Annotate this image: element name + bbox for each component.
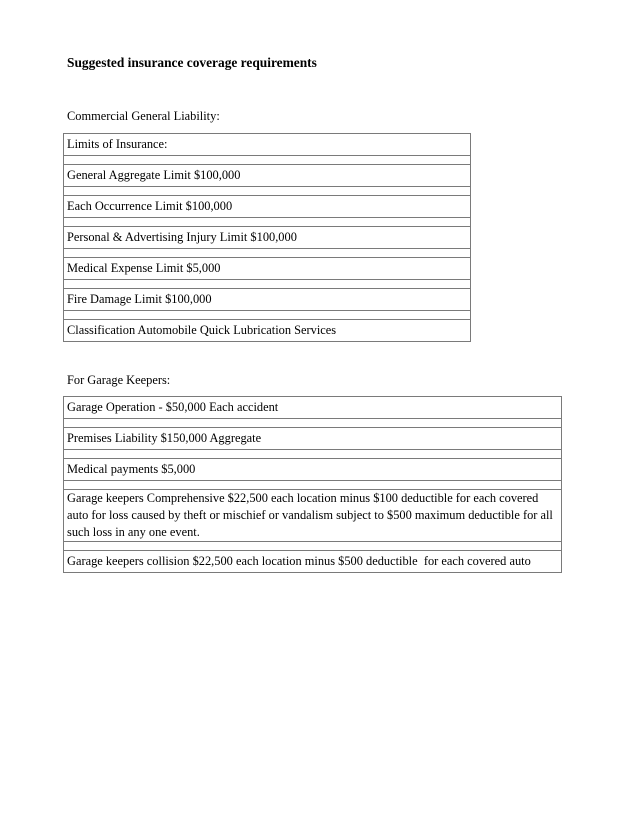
garage-keepers-table <box>63 396 562 573</box>
garage-keepers-label: For Garage Keepers: <box>67 373 171 387</box>
table-cell: Medical payments $5,000 <box>64 459 562 481</box>
spacer-row <box>64 419 562 428</box>
spacer-row <box>64 542 562 551</box>
spacer-row <box>64 249 471 258</box>
spacer-row <box>64 311 471 320</box>
table-cell: Personal & Advertising Injury Limit $100,000 <box>64 227 471 249</box>
table-cell: Garage keepers collision $22,500 each location minus $500 deductible for each covered auto <box>64 551 562 573</box>
table-cell: Medical Expense Limit $5,000 <box>64 258 471 280</box>
table-row <box>64 165 471 187</box>
table-row <box>64 397 562 419</box>
table-cell: General Aggregate Limit $100,000 <box>64 165 471 187</box>
commercial-general-liability-table <box>63 133 471 342</box>
table-cell: Premises Liability $150,000 Aggregate <box>64 428 562 450</box>
table-cell: Each Occurrence Limit $100,000 <box>64 196 471 218</box>
spacer-row <box>64 280 471 289</box>
document-title: Suggested insurance coverage requirements <box>67 55 317 70</box>
table-row <box>64 258 471 280</box>
spacer-row <box>64 218 471 227</box>
table-row <box>64 320 471 342</box>
table-cell: Limits of Insurance: <box>64 134 471 156</box>
commercial-general-liability-label: Commercial General Liability: <box>67 109 220 123</box>
table-row <box>64 134 471 156</box>
table-cell: Fire Damage Limit $100,000 <box>64 289 471 311</box>
table-cell: Classification Automobile Quick Lubrication Services <box>64 320 471 342</box>
table-cell: Garage Operation - $50,000 Each accident <box>64 397 562 419</box>
spacer-row <box>64 481 562 490</box>
table-row <box>64 459 562 481</box>
table-cell: Garage keepers Comprehensive $22,500 each location minus $100 deductible for each covered auto for loss caused by theft or mischief or vandalism subject to $500 maximum deductible for all such loss in any one event. <box>64 490 562 542</box>
table-row <box>64 428 562 450</box>
table-row <box>64 490 562 542</box>
table-row <box>64 227 471 249</box>
table-row <box>64 196 471 218</box>
table-row <box>64 551 562 573</box>
spacer-row <box>64 187 471 196</box>
spacer-row <box>64 450 562 459</box>
table-row <box>64 289 471 311</box>
spacer-row <box>64 156 471 165</box>
